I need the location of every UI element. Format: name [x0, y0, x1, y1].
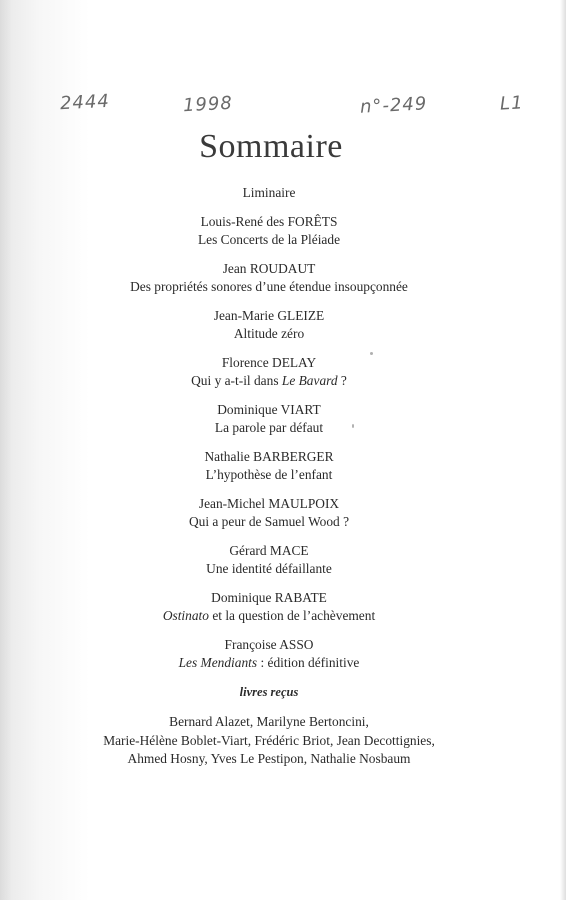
- entry-author: Françoise ASSO: [224, 637, 314, 652]
- table-of-contents: [0, 184, 552, 769]
- received-books-line: Ahmed Hosny, Yves Le Pestipon, Nathalie Nosbaum: [127, 751, 411, 766]
- entry-title: [0, 372, 552, 390]
- entry-title: Altitude zéro: [233, 326, 305, 341]
- toc-entry: [0, 495, 552, 531]
- entry-author: Gérard MACE: [229, 543, 309, 558]
- entry-author: Jean-Michel MAULPOIX: [198, 496, 340, 511]
- entry-title: Qui a peur de Samuel Wood ?: [188, 514, 350, 529]
- entry-title: Une identité défaillante: [206, 561, 332, 576]
- received-books-line: Bernard Alazet, Marilyne Bertoncini,: [169, 714, 369, 729]
- toc-entry: [0, 307, 552, 343]
- entry-author: Dominique VIART: [217, 402, 321, 417]
- entry-title: L’hypothèse de l’enfant: [205, 467, 333, 482]
- entry-author: Nathalie BARBERGER: [204, 449, 334, 464]
- entry-author: Louis-René des FORÊTS: [200, 214, 338, 229]
- toc-entry: [0, 401, 552, 437]
- entry-title: [0, 607, 552, 625]
- entry-title-italic: Le Bavard: [281, 373, 338, 388]
- entry-title: Les Concerts de la Pléiade: [197, 232, 341, 247]
- received-books-heading: livres reçus: [239, 685, 299, 699]
- handwritten-mark-1: 2444: [59, 90, 111, 115]
- entry-title-italic: Ostinato: [162, 608, 209, 623]
- paper-speck: [352, 424, 354, 428]
- toc-entry: [0, 542, 552, 578]
- toc-entry: [0, 448, 552, 484]
- toc-entry: [0, 589, 552, 625]
- entry-title-suffix: et la question de l’achèvement: [208, 608, 376, 623]
- entry-title: La parole par défaut: [214, 420, 324, 435]
- paper-speck: [370, 352, 373, 355]
- entry-author: Jean-Marie GLEIZE: [213, 308, 325, 323]
- toc-liminaire: Liminaire: [242, 185, 296, 200]
- entry-author: Florence DELAY: [221, 355, 317, 370]
- handwritten-mark-3: n°-249: [359, 93, 428, 118]
- toc-entry: [0, 260, 552, 296]
- handwritten-mark-4: L1: [499, 92, 525, 115]
- entry-title-text: Qui y a-t-il dans: [191, 373, 282, 388]
- entry-title: Des propriétés sonores d’une étendue insoupçonnée: [130, 279, 408, 294]
- handwritten-mark-2: 1998: [182, 92, 234, 117]
- toc-entry: [0, 636, 552, 672]
- received-books-line: Marie-Hélène Boblet-Viart, Frédéric Briot, Jean Decottignies,: [103, 732, 435, 748]
- entry-title-suffix: ?: [337, 373, 347, 388]
- entry-title: [0, 654, 552, 672]
- entry-title-suffix: : édition définitive: [257, 655, 360, 670]
- entry-author: Jean ROUDAUT: [222, 261, 316, 276]
- entry-title-italic: Les Mendiants: [178, 655, 258, 670]
- page-title: Sommaire: [199, 128, 343, 165]
- toc-entry: [0, 354, 552, 390]
- received-books-list: [0, 713, 552, 769]
- entry-author: Dominique RABATE: [211, 590, 327, 605]
- toc-entry: [0, 213, 552, 249]
